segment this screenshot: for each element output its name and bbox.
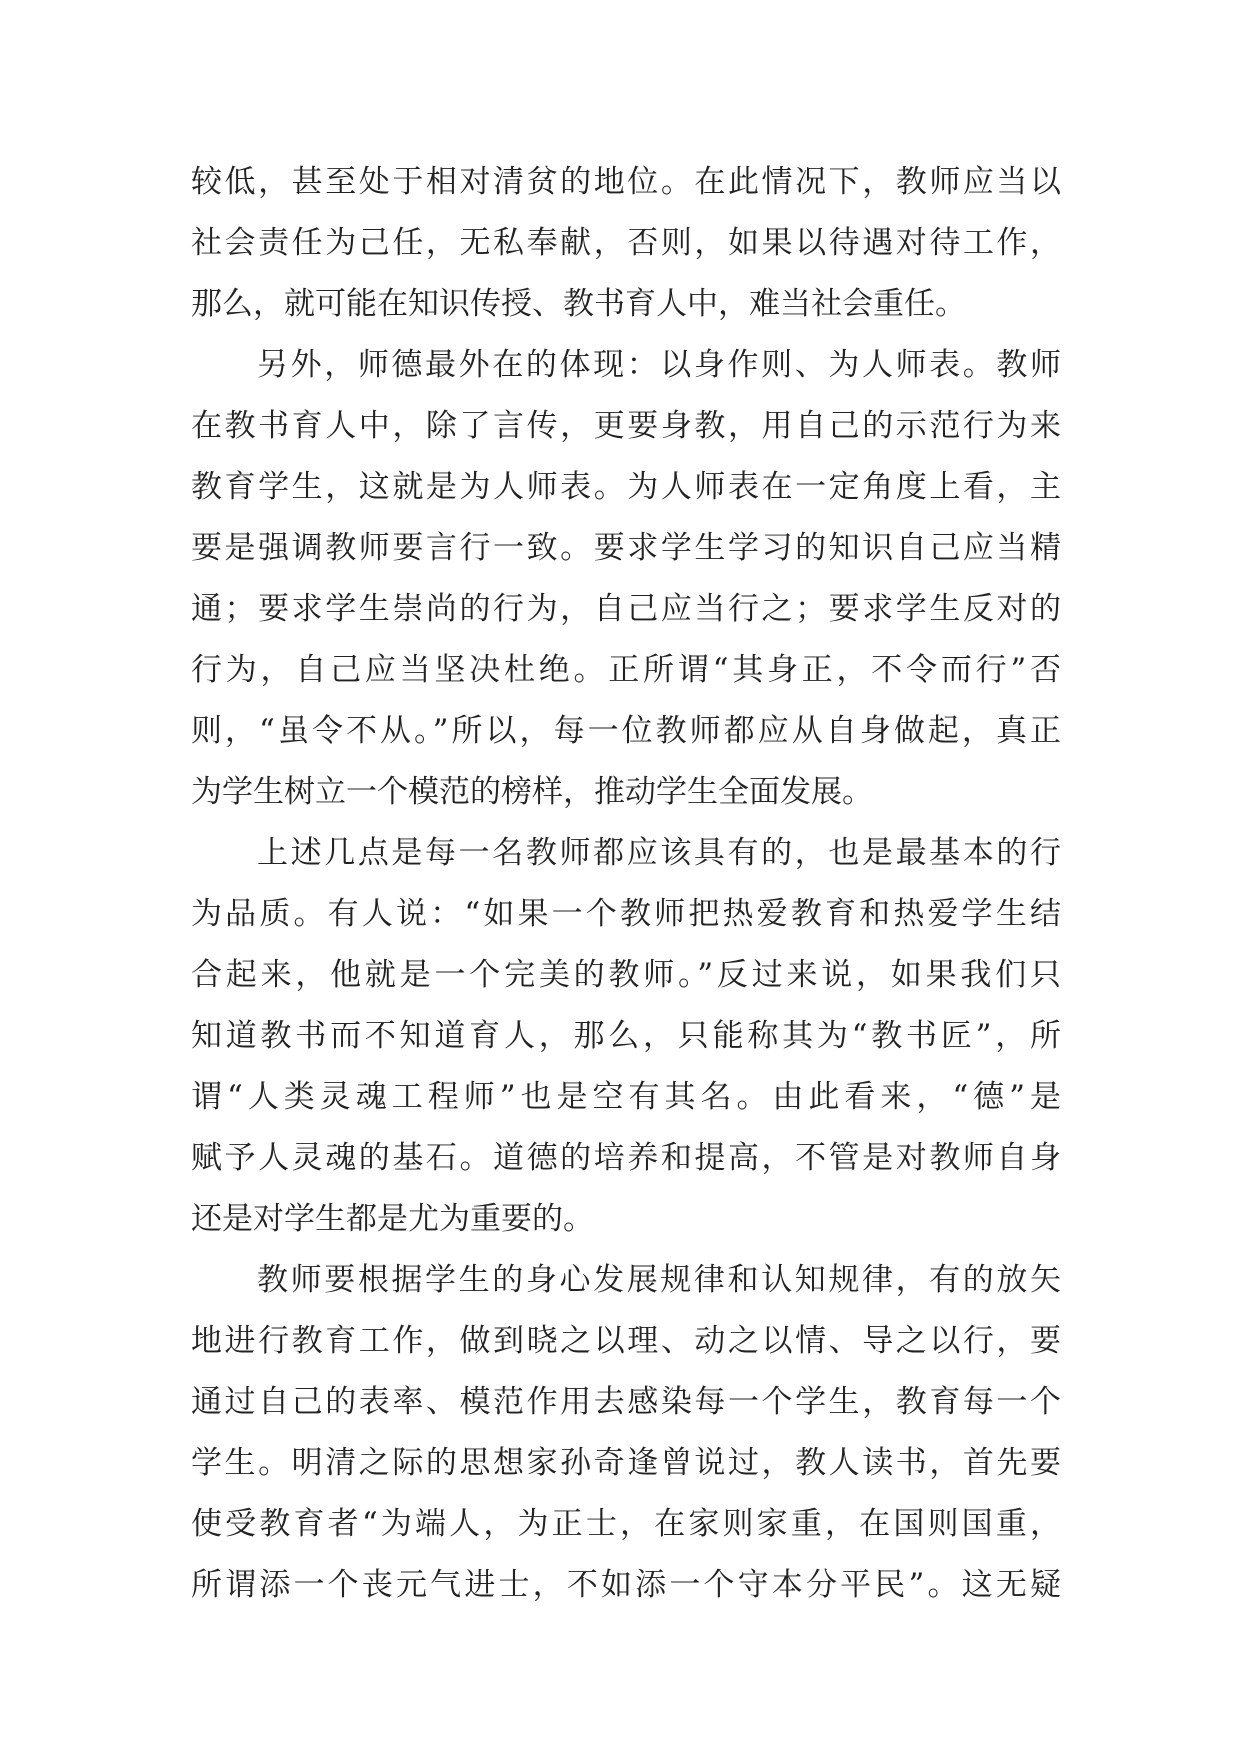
text-line: 通；要求学生崇尚的行为，自己应当行之；要求学生反对的 xyxy=(191,591,1061,627)
body-text xyxy=(191,152,1061,1616)
text-line: 地进行教育工作，做到晓之以理、动之以情、导之以行，要 xyxy=(191,1323,1061,1359)
text-line: 学生。明清之际的思想家孙奇逢曾说过，教人读书，首先要 xyxy=(191,1445,1061,1481)
text-line: 较低，甚至处于相对清贫的地位。在此情况下，教师应当以 xyxy=(191,164,1061,200)
text-line: 还是对学生都是尤为重要的。 xyxy=(191,1201,594,1237)
text-line: 为品质。有人说：“如果一个教师把热爱教育和热爱学生结 xyxy=(191,896,1061,932)
text-line: 为学生树立一个模范的榜样，推动学生全面发展。 xyxy=(191,774,873,810)
text-line: 社会责任为己任，无私奉献，否则，如果以待遇对待工作， xyxy=(191,225,1061,261)
text-line: 使受教育者“为端人，为正士，在家则家重，在国则国重， xyxy=(191,1506,1061,1542)
text-line: 通过自己的表率、模范作用去感染每一个学生，教育每一个 xyxy=(191,1384,1061,1420)
text-line: 教育学生，这就是为人师表。为人师表在一定角度上看，主 xyxy=(191,469,1061,505)
text-line: 知道教书而不知道育人，那么，只能称其为“教书匠”，所 xyxy=(191,1018,1061,1054)
paragraph-1 xyxy=(191,152,1061,335)
text-line: 所谓添一个丧元气进士，不如添一个守本分平民”。这无疑 xyxy=(191,1567,1061,1603)
text-line: 谓“人类灵魂工程师”也是空有其名。由此看来，“德”是 xyxy=(191,1079,1061,1115)
paragraph-2 xyxy=(191,335,1061,823)
text-line: 合起来，他就是一个完美的教师。”反过来说，如果我们只 xyxy=(191,957,1061,993)
text-line: 上述几点是每一名教师都应该具有的，也是最基本的行 xyxy=(257,835,1061,871)
text-line: 赋予人灵魂的基石。道德的培养和提高，不管是对教师自身 xyxy=(191,1140,1061,1176)
text-line: 行为，自己应当坚决杜绝。正所谓“其身正，不令而行”否 xyxy=(191,652,1061,688)
paragraph-3 xyxy=(191,823,1061,1250)
text-line: 那么，就可能在知识传授、教书育人中，难当社会重任。 xyxy=(191,286,966,322)
text-line: 在教书育人中，除了言传，更要身教，用自己的示范行为来 xyxy=(191,408,1061,444)
text-line: 另外，师德最外在的体现：以身作则、为人师表。教师 xyxy=(257,347,1061,383)
text-line: 教师要根据学生的身心发展规律和认知规律，有的放矢 xyxy=(257,1262,1061,1298)
text-line: 则，“虽令不从。”所以，每一位教师都应从自身做起，真正 xyxy=(191,713,1061,749)
text-line: 要是强调教师要言行一致。要求学生学习的知识自己应当精 xyxy=(191,530,1061,566)
paragraph-4 xyxy=(191,1250,1061,1616)
